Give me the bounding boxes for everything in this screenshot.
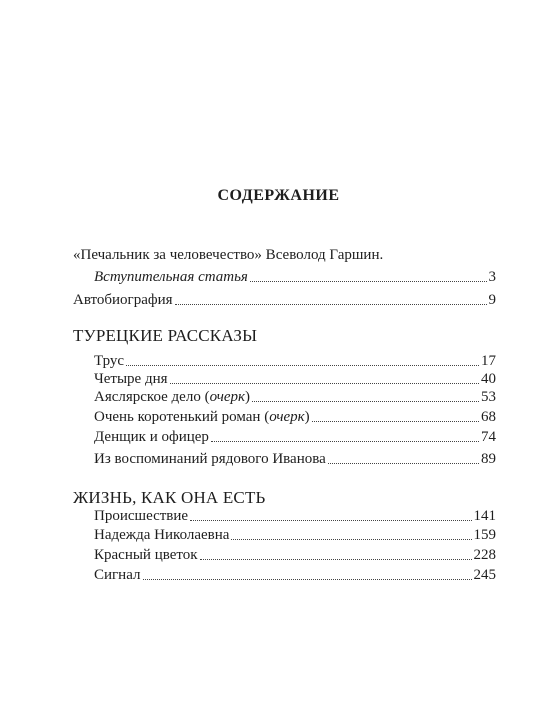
entry-note: очерк [269, 409, 305, 425]
intro-subtitle: Вступительная статья [94, 269, 248, 285]
toc-entry [94, 408, 496, 426]
page-number: 3 [488, 269, 496, 285]
entry-title-wrap [94, 388, 250, 406]
entry-suffix: ) [304, 409, 310, 425]
entry-title: Трус [94, 353, 125, 369]
dot-leader [170, 383, 479, 384]
toc-entry [94, 352, 496, 370]
dot-leader [190, 520, 471, 521]
page-number: 228 [473, 547, 496, 563]
entry-title: Очень коротенький роман ( [94, 409, 270, 425]
section-heading: ЖИЗНЬ, КАК ОНА ЕСТЬ [73, 488, 266, 507]
entry-suffix: ) [245, 389, 251, 405]
page-title: СОДЕРЖАНИЕ [217, 187, 340, 204]
page-number: 245 [473, 567, 496, 583]
dot-leader [250, 281, 487, 282]
entry-title: Из воспоминаний рядового Иванова [94, 451, 326, 467]
entry-title: Происшествие [94, 508, 189, 524]
toc-entry [94, 388, 496, 406]
dot-leader [175, 304, 487, 305]
entry-title: Надежда Николаевна [94, 527, 230, 543]
toc-entry [94, 370, 496, 388]
page-number: 141 [473, 508, 496, 524]
page-number: 68 [481, 409, 496, 425]
entry-title: Автобиография [73, 292, 173, 308]
dot-leader [126, 365, 479, 366]
entry-title: Красный цветок [94, 547, 198, 563]
page-number: 53 [481, 389, 496, 405]
toc-entry [94, 566, 496, 584]
entry-title: Аяслярское дело ( [94, 389, 210, 405]
page-number: 9 [488, 292, 496, 308]
dot-leader [143, 579, 472, 580]
toc-entry-intro [94, 268, 496, 286]
intro-line-1: «Печальник за человечество» Всеволод Гаршин. [73, 247, 384, 263]
toc-entry [94, 450, 496, 468]
dot-leader [200, 559, 472, 560]
toc-entry [94, 507, 496, 525]
dot-leader [328, 463, 479, 464]
page-number: 159 [473, 527, 496, 543]
entry-title: Денщик и офицер [94, 429, 209, 445]
entry-title-wrap [94, 408, 310, 426]
entry-title: Четыре дня [94, 371, 168, 387]
page-number: 89 [481, 451, 496, 467]
section-heading: ТУРЕЦКИЕ РАССКАЗЫ [73, 326, 258, 345]
page-number: 40 [481, 371, 496, 387]
toc-entry [94, 546, 496, 564]
dot-leader [252, 401, 479, 402]
page-number: 74 [481, 429, 496, 445]
toc-entry [94, 526, 496, 544]
toc-entry-autobiography [73, 291, 496, 309]
page-number: 17 [481, 353, 496, 369]
entry-title: Сигнал [94, 567, 141, 583]
dot-leader [231, 539, 471, 540]
dot-leader [312, 421, 479, 422]
dot-leader [211, 441, 479, 442]
toc-entry [94, 428, 496, 446]
entry-note: очерк [209, 389, 246, 405]
